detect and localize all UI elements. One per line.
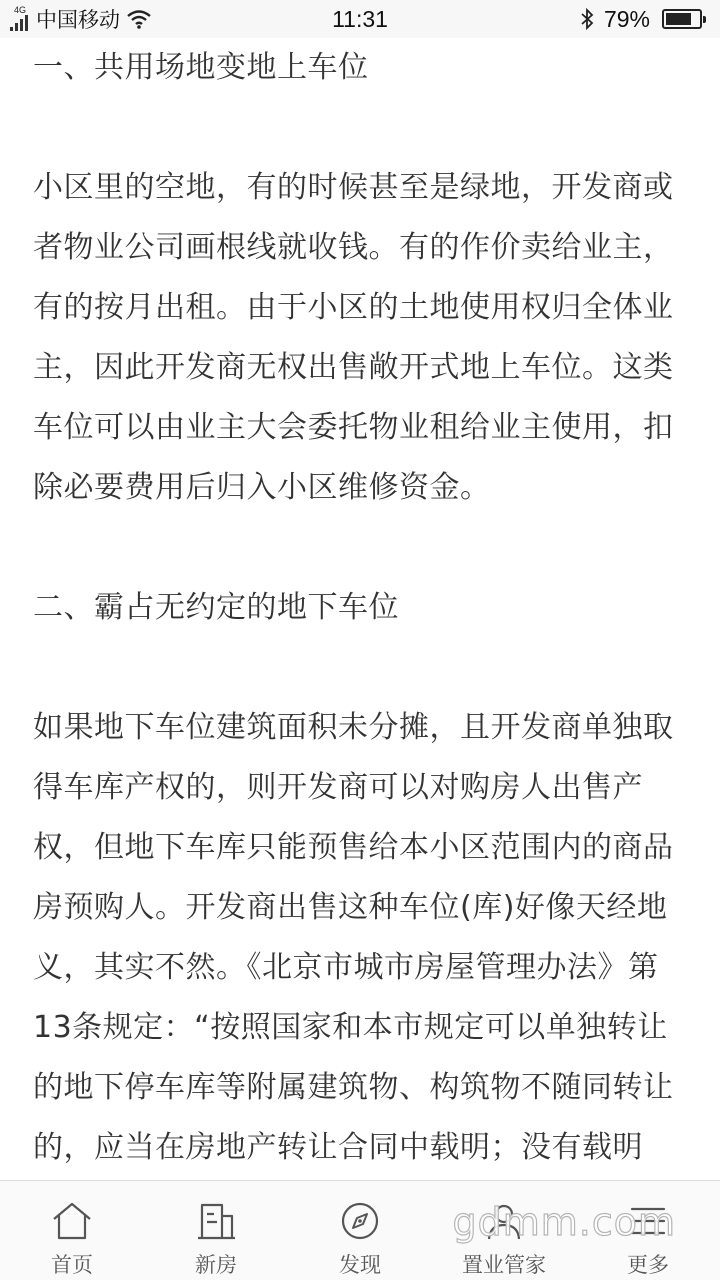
status-right (580, 0, 702, 38)
nav-more[interactable] (576, 1181, 720, 1280)
home-icon (50, 1199, 94, 1243)
nav-new-homes-label: 新房 (195, 1253, 237, 1277)
article-paragraph-1: 小区里的空地，有的时候甚至是绿地，开发商或者物业公司画根线就收钱。有的作价卖给业主，有的按月出租。由于小区的土地使用权归全体业主，因此开发商无权出售敞开式地上车位。这类车位可以由业主大会委托物业租给业主使用，扣除必要费用后归入小区维修资金。 (33, 170, 674, 505)
clock: 11:31 (332, 6, 388, 32)
section-heading-2: 二、霸占无约定的地下车位 (33, 590, 399, 625)
nav-home[interactable] (0, 1181, 144, 1280)
bottom-nav (0, 1180, 720, 1280)
battery-fill (666, 13, 691, 25)
network-type: 4G (14, 5, 27, 15)
nav-more-label: 更多 (627, 1253, 669, 1277)
watermark: gdmm.com (452, 1200, 676, 1244)
nav-discover-label: 发现 (339, 1253, 381, 1277)
nav-home-label: 首页 (51, 1253, 93, 1277)
carrier-name: 中国移动 (36, 8, 120, 32)
battery-icon (662, 9, 702, 29)
butler-icon (482, 1199, 526, 1243)
compass-icon (338, 1199, 382, 1243)
nav-new-homes[interactable] (144, 1181, 288, 1280)
bluetooth-icon (580, 8, 594, 30)
article-body (33, 38, 693, 1238)
nav-discover[interactable] (288, 1181, 432, 1280)
battery-percent: 79% (603, 5, 650, 32)
article-paragraph-2: 如果地下车位建筑面积未分摊，且开发商单独取得车库产权的，则开发商可以对购房人出售产权，但地下车库只能预售给本小区范围内的商品房预购人。开发商出售这种车位(库)好像天经地义，其实不然。《北京市城市房屋管理办法》第13条规定：“按照国家和本市规定可以单独转让的地下停车库等附属建筑物、构筑物不随同转让的，应当在房地产转让合同中载明；没有载明 (33, 710, 674, 1165)
section-heading-1: 一、共用场地变地上车位 (33, 50, 369, 85)
nav-butler[interactable] (432, 1181, 576, 1280)
building-icon (194, 1199, 238, 1243)
status-bar (0, 0, 720, 38)
nav-butler-label: 置业管家 (462, 1253, 546, 1277)
more-icon (626, 1199, 670, 1243)
